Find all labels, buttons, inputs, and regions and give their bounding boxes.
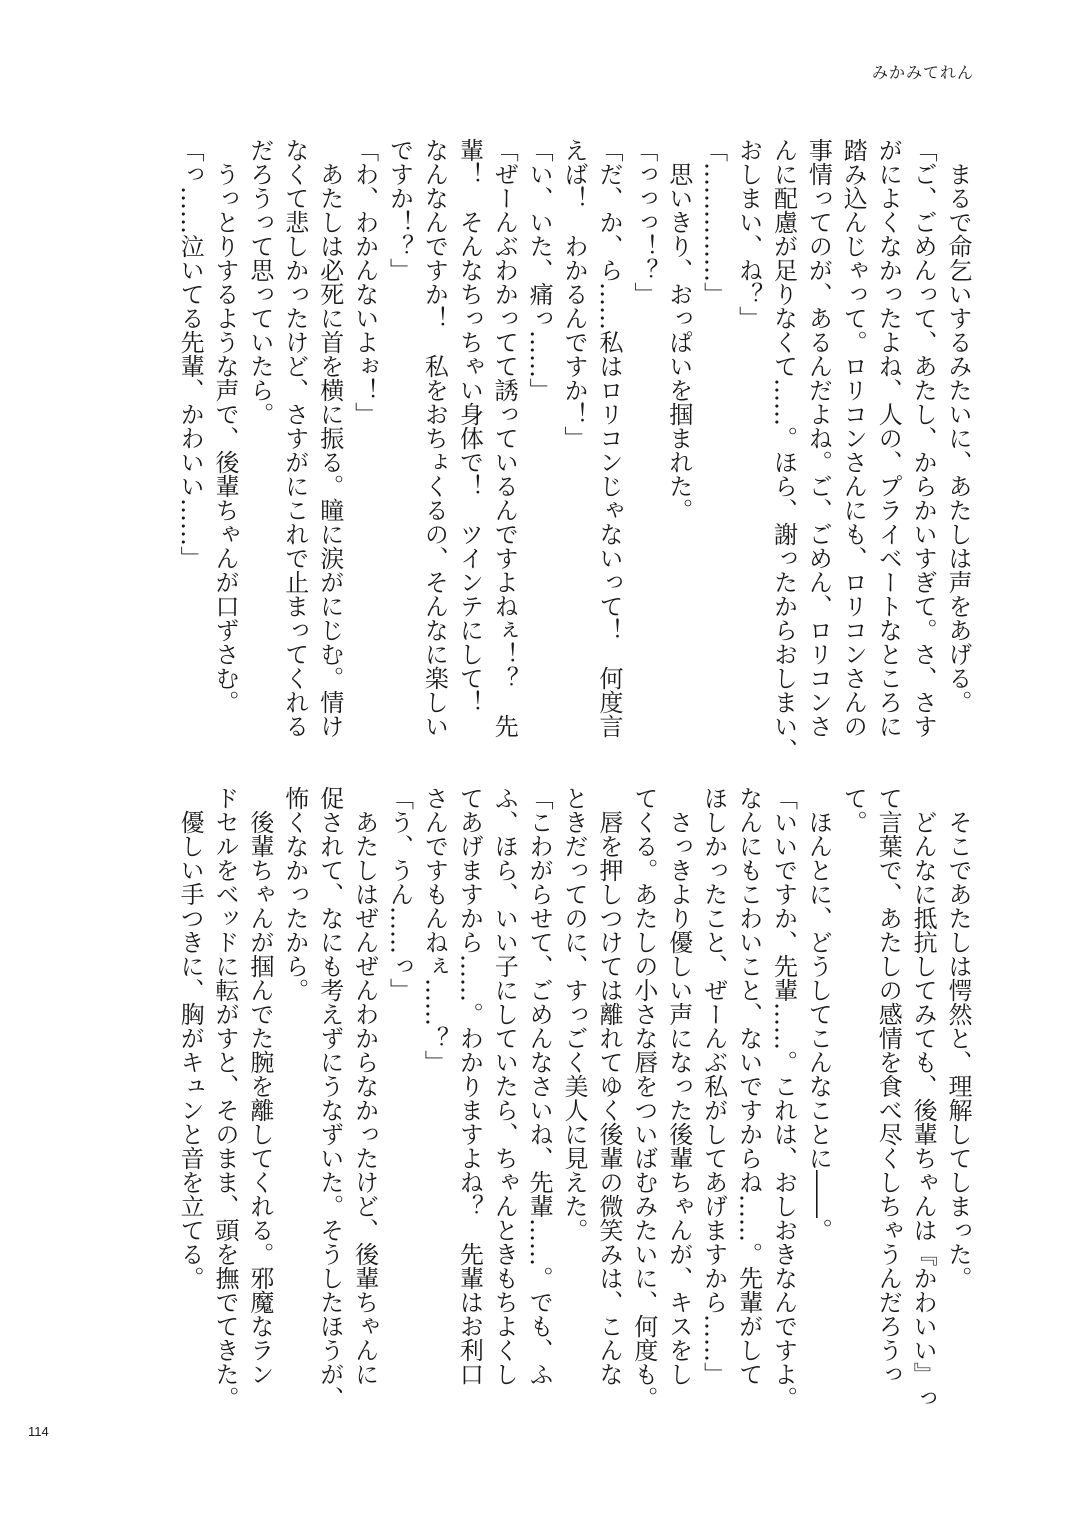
text-column: んに配慮が足りなくて……。ほら、謝ったからおしまい、 xyxy=(769,138,798,762)
text-column: 唇を押しつけては離れてゆく後輩の微笑みは、こんな xyxy=(594,786,623,1386)
text-column: ドセルをベッドに転がすと、そのまま、頭を撫でてきた。 xyxy=(210,786,239,1410)
text-column: 「いいですか、先輩……。これは、おしおきなんですよ。 xyxy=(769,786,798,1410)
text-block-bottom xyxy=(172,786,975,1416)
text-column: 「わ、わかんないよぉ！」 xyxy=(350,138,379,426)
text-column: うっとりするような声で、後輩ちゃんが口ずさむ。 xyxy=(210,138,239,714)
text-column: まるで命乞いするみたいに、あたしは声をあげる。 xyxy=(944,138,972,714)
text-column: てくる。あたしの小さな唇をついばむみたいに、何度も。 xyxy=(629,786,658,1410)
text-column: なんなんですか！ 私をおちょくるの、そんなに楽しい xyxy=(420,138,449,738)
text-column: 輩！ そんなちっちゃい身体で！ ツインテにして！ xyxy=(455,138,484,714)
text-column: 「ぜーんぶわかってて誘っているんですよねぇ！？ 先 xyxy=(490,138,519,738)
text-column: 「……………」 xyxy=(699,138,728,306)
text-column: 「い、いた、痛っ……」 xyxy=(525,138,554,402)
text-column: 踏み込んじゃって。ロリコンさんにも、ロリコンさんの xyxy=(839,138,868,738)
text-column: あたしはぜんぜんわからなかったけど、後輩ちゃんに xyxy=(350,786,379,1386)
text-column: 後輩ちゃんが掴んでた腕を離してくれる。邪魔なラン xyxy=(245,786,274,1386)
text-column: 「だ、か、ら……私はロリコンじゃないって！ 何度言 xyxy=(594,138,623,738)
text-column: ほんとに、どうしてこんなことに――。 xyxy=(804,786,833,1242)
text-column: あたしは必死に首を横に振る。瞳に涙がにじむ。情け xyxy=(315,138,344,738)
text-column: ときだってのに、すっごく美人に見えた。 xyxy=(560,786,589,1242)
text-column: さっきより優しい声になった後輩ちゃんが、キスをし xyxy=(664,786,693,1386)
text-column: 怖くなかったから。 xyxy=(280,786,309,1002)
text-column: なんにもこわいこと、ないですからね……。先輩がして xyxy=(734,786,763,1386)
text-column: おしまい、ね？」 xyxy=(734,138,763,330)
text-column: どんなに抵抗してみても、後輩ちゃんは『かわいい』っ xyxy=(909,786,938,1410)
text-column: だろうって思っていたら。 xyxy=(245,138,274,426)
text-column: さんですもんねぇ……？」 xyxy=(420,786,449,1074)
text-column: 「ご、ごめんって、あたし、からかいすぎて。さ、さす xyxy=(909,138,938,738)
text-column: そこであたしは愕然と、理解してしまった。 xyxy=(944,786,972,1290)
text-column: 「こわがらせて、ごめんなさいね、先輩……。でも、ふ xyxy=(525,786,554,1386)
text-column: てあげますから……。わかりますよね？ 先輩はお利口 xyxy=(455,786,484,1386)
text-column: 事情ってのが、あるんだよね。ご、ごめん、ロリコンさ xyxy=(804,138,833,738)
text-column: て。 xyxy=(839,786,868,834)
text-column: 優しい手つきに、胸がキュンと音を立てる。 xyxy=(176,786,205,1290)
text-column: 「っ……泣いてる先輩、かわいい……」 xyxy=(176,138,205,570)
text-column: 思いきり、おっぱいを掴まれた。 xyxy=(664,138,693,522)
text-column: がによくなかったよね、人の、プライベートなところに xyxy=(874,138,903,738)
text-column: ふ、ほら、いい子にしていたら、ちゃんときもちよくし xyxy=(490,786,519,1386)
text-column: なくて悲しかったけど、さすがにこれで止まってくれる xyxy=(280,138,309,738)
text-column: 「う、うん……っ」 xyxy=(385,786,414,1002)
text-column: えば！ わかるんですか！」 xyxy=(560,138,589,450)
text-column: 促されて、なにも考えずにうなずいた。そうしたほうが、 xyxy=(315,786,344,1410)
text-block-top xyxy=(172,138,975,768)
text-column: ですか！？」 xyxy=(385,138,414,282)
text-column: ほしかったこと、ぜーんぶ私がしてあげますから……」 xyxy=(699,786,728,1386)
text-column: て言葉で、あたしの感情を食べ尽くしちゃうんだろうっ xyxy=(874,786,903,1386)
author-header: みかみてれん xyxy=(871,63,974,82)
page-number: 114 xyxy=(28,1424,49,1439)
text-column: 「っっっ！？」 xyxy=(629,138,658,306)
